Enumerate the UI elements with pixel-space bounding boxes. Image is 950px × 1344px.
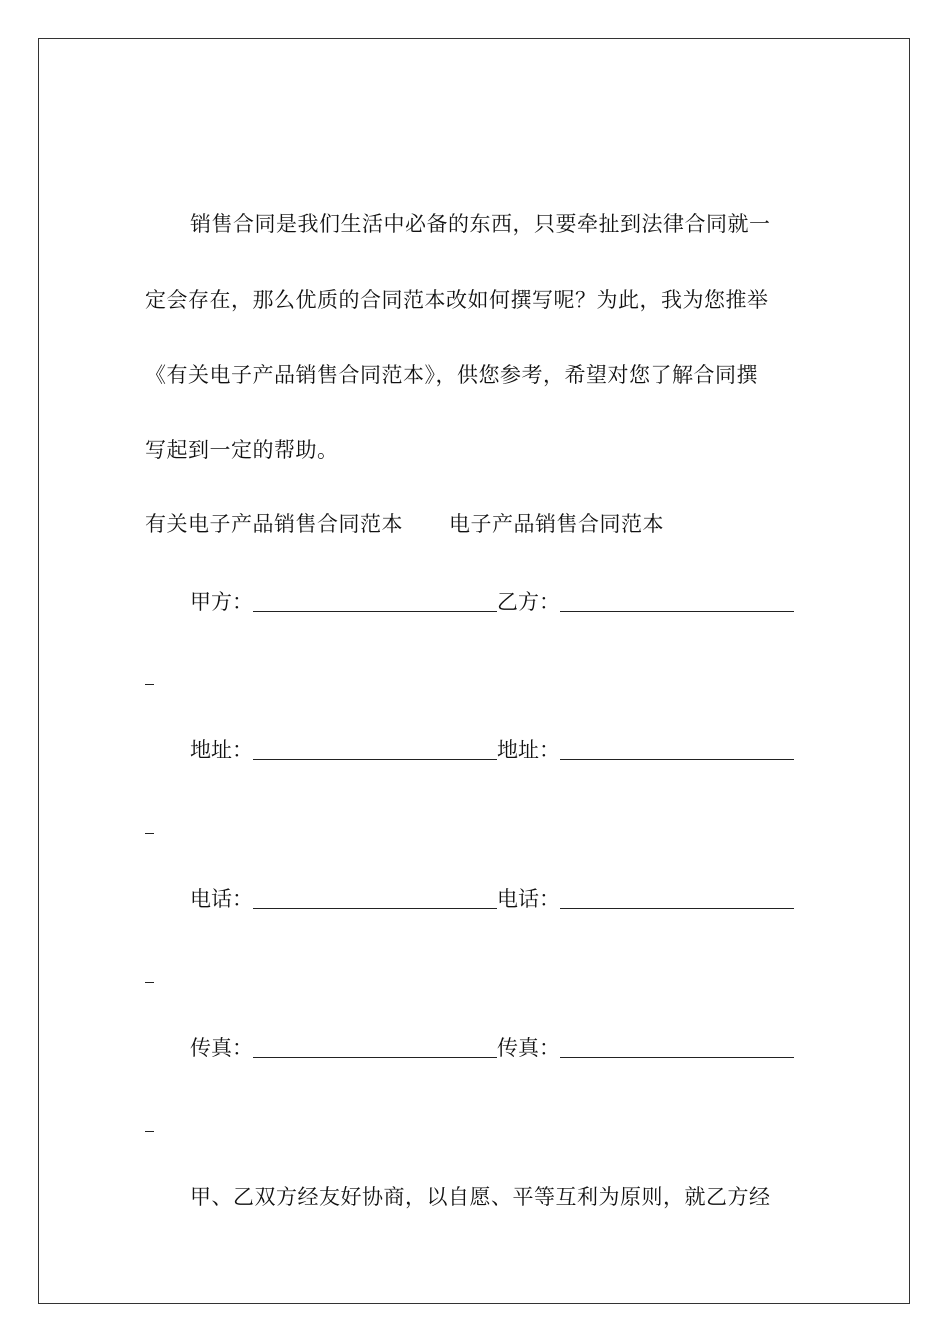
address-b-label: 地址： bbox=[497, 738, 560, 762]
fax-row-tail bbox=[145, 1130, 154, 1132]
document-title: 有关电子产品销售合同范本 bbox=[145, 512, 403, 536]
phone-row-tail bbox=[145, 981, 154, 983]
title-row bbox=[145, 510, 664, 538]
fax-a-blank[interactable] bbox=[253, 1037, 497, 1058]
phone-a-label: 电话： bbox=[190, 887, 253, 911]
phone-b-blank[interactable] bbox=[560, 888, 794, 909]
phone-a-blank[interactable] bbox=[253, 888, 497, 909]
fax-row bbox=[190, 1034, 794, 1062]
address-b-blank[interactable] bbox=[560, 739, 794, 760]
closing-line-1: 甲、乙双方经友好协商，以自愿、平等互利为原则，就乙方经 bbox=[190, 1185, 771, 1209]
document-subtitle: 电子产品销售合同范本 bbox=[449, 512, 664, 536]
fax-b-label: 传真： bbox=[497, 1036, 560, 1060]
intro-line-1: 销售合同是我们生活中必备的东西，只要牵扯到法律合同就一 bbox=[190, 212, 771, 236]
intro-line-3: 《有关电子产品销售合同范本》，供您参考，希望对您了解合同撰 bbox=[145, 363, 758, 387]
fax-b-blank[interactable] bbox=[560, 1037, 794, 1058]
intro-line-4: 写起到一定的帮助。 bbox=[145, 438, 339, 462]
party-row bbox=[190, 588, 794, 616]
address-row bbox=[190, 736, 794, 764]
intro-line-2: 定会存在，那么优质的合同范本改如何撰写呢？为此，我为您推举 bbox=[145, 288, 769, 312]
phone-row bbox=[190, 885, 794, 913]
address-a-blank[interactable] bbox=[253, 739, 497, 760]
party-a-blank[interactable] bbox=[253, 591, 497, 612]
fax-a-label: 传真： bbox=[190, 1036, 253, 1060]
phone-b-label: 电话： bbox=[497, 887, 560, 911]
party-a-label: 甲方： bbox=[190, 590, 253, 614]
party-row-tail bbox=[145, 683, 154, 685]
party-b-label: 乙方： bbox=[497, 590, 560, 614]
address-row-tail bbox=[145, 832, 154, 834]
party-b-blank[interactable] bbox=[560, 591, 794, 612]
address-a-label: 地址： bbox=[190, 738, 253, 762]
